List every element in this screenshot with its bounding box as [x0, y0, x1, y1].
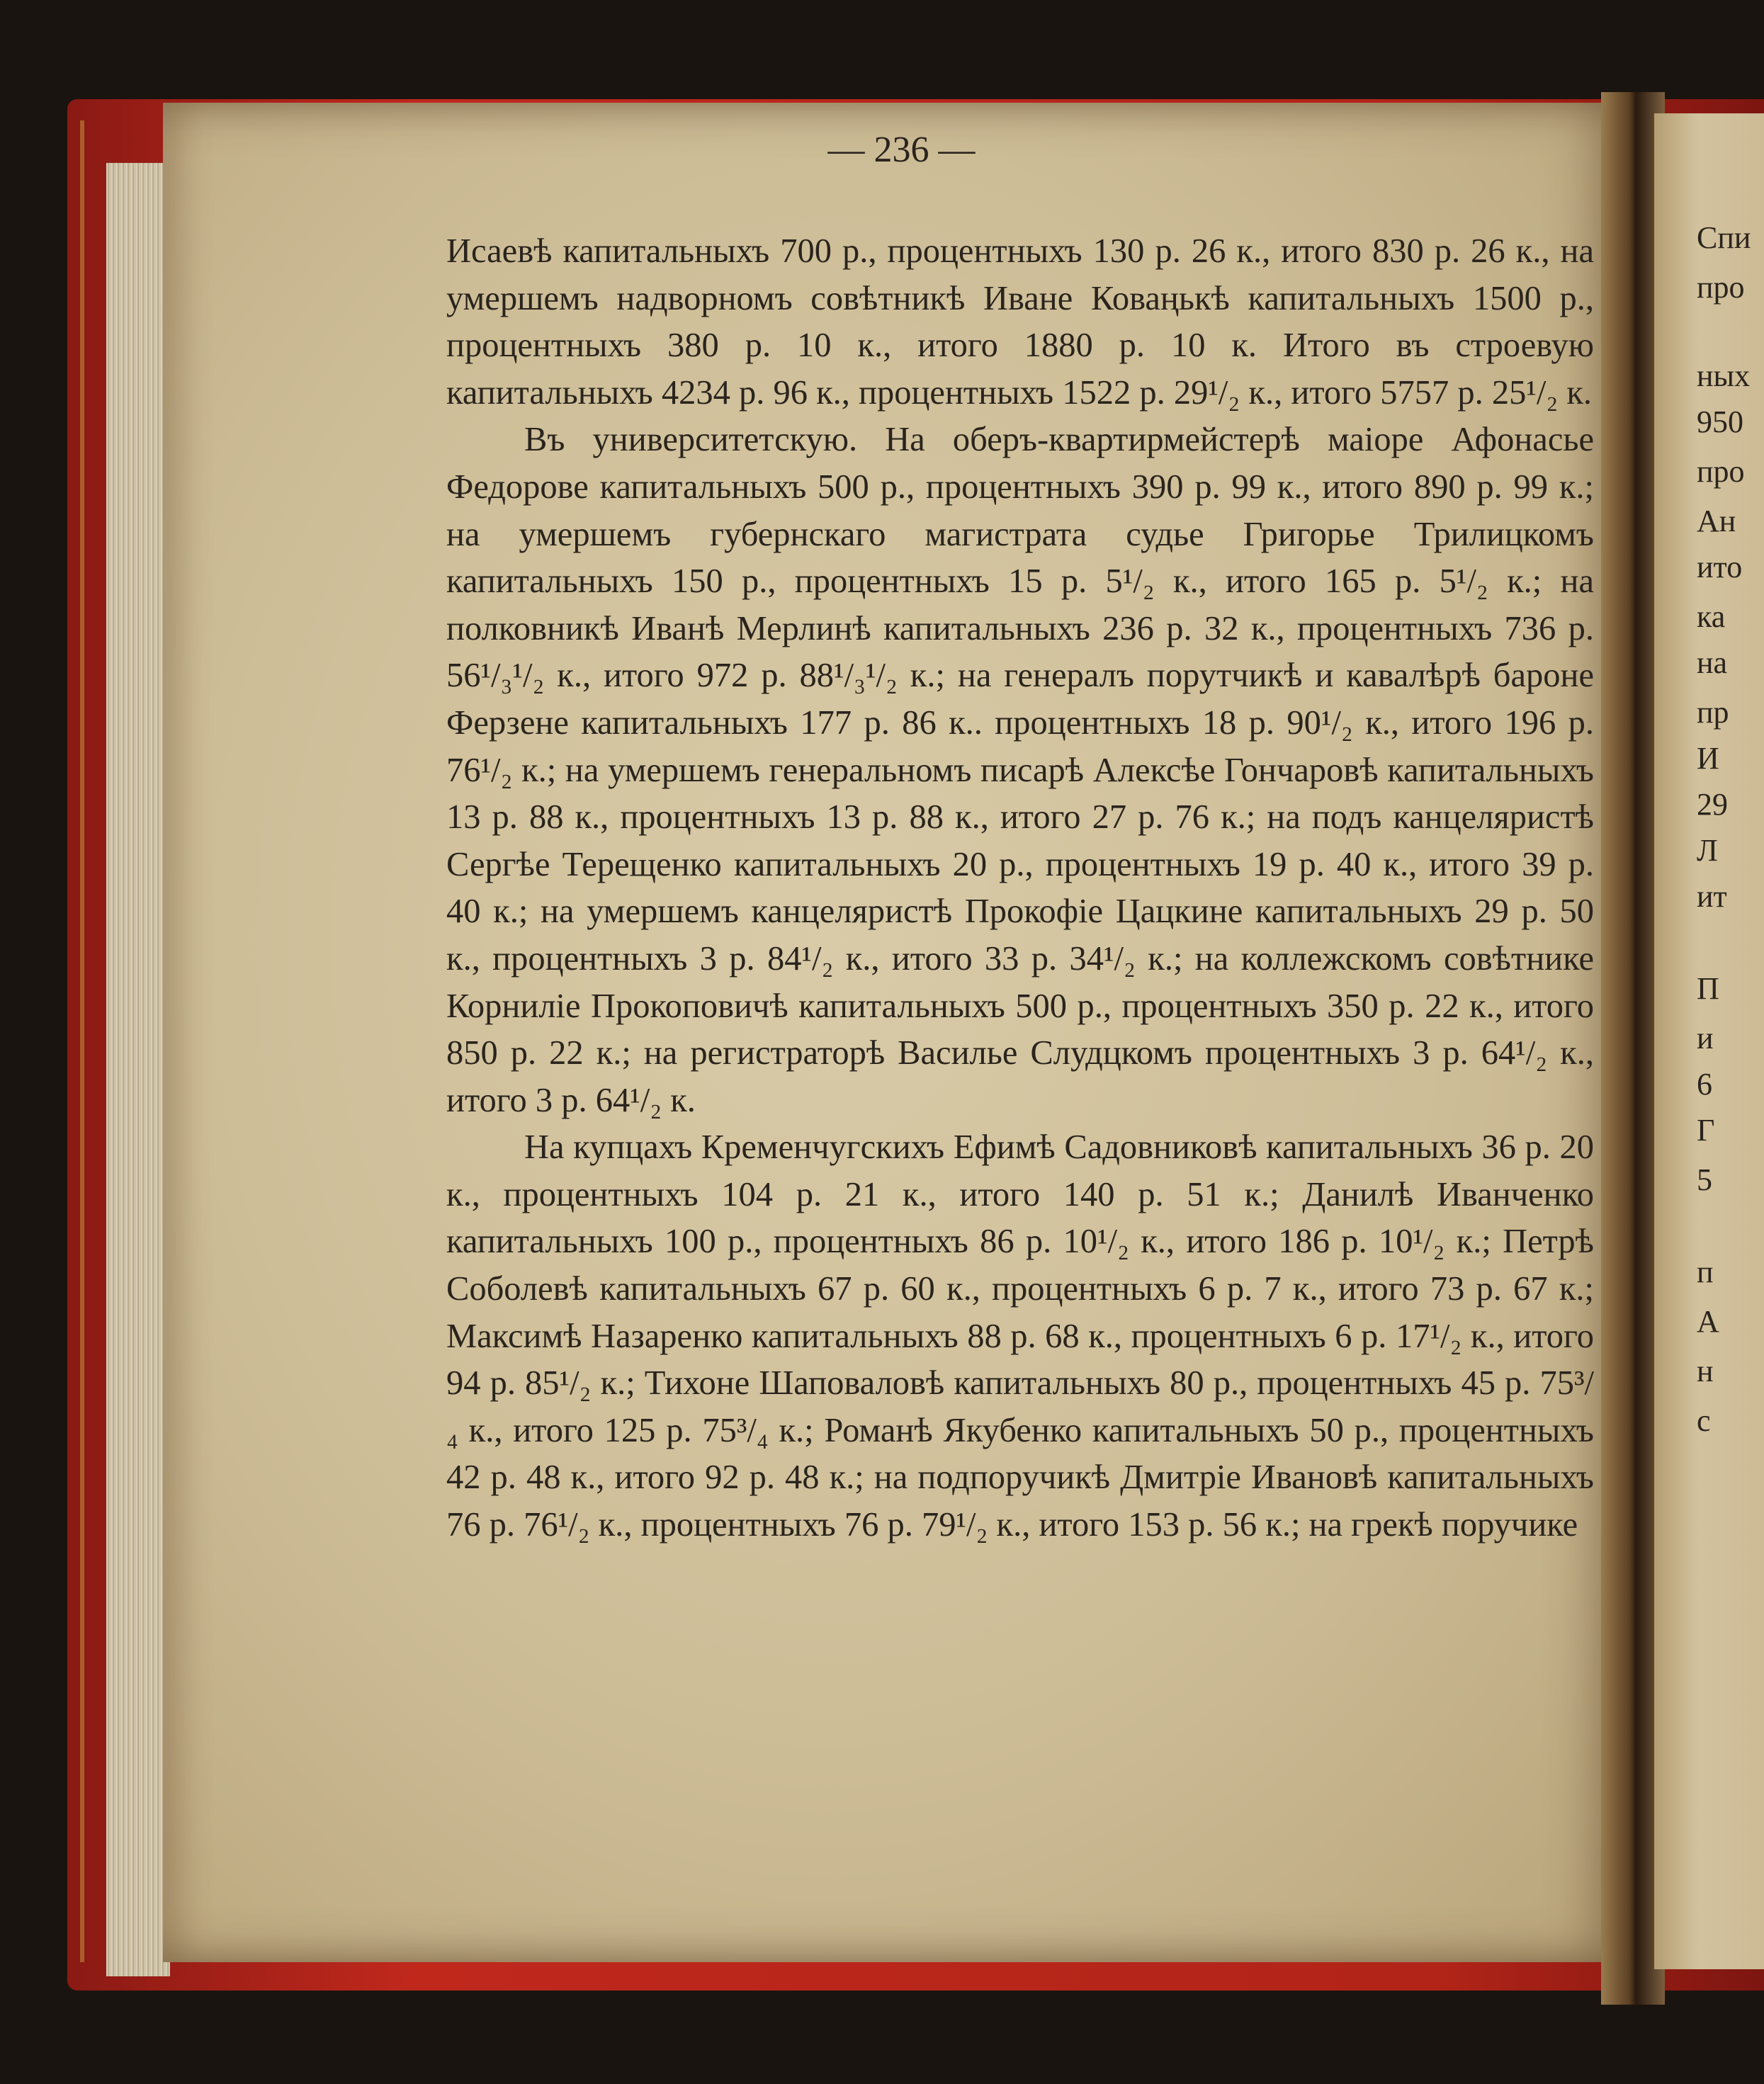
right-fragment: с [1697, 1403, 1711, 1438]
right-fragment: Ан [1697, 504, 1736, 538]
right-fragment: и [1697, 1021, 1714, 1055]
paragraph-3: На купцахъ Кременчугскихъ Ефимѣ Садовниковѣ капитальныхъ 36 р. 20 к., процентныхъ 104 р. 21 к., итого 140 р. 51 к.; Данилѣ Иванченко капитальныхъ 100 р., процентныхъ 86 р. 10¹/₂ к., итого 186 р. 10¹/₂ к.; Петрѣ Соболевѣ капитальныхъ 67 р. 60 к., процентныхъ 6 р. 7 к., итого 73 р. 67 к.; Максимѣ Назаренко капитальныхъ 88 р. 68 к., процентныхъ 6 р. 17¹/₂ к., итого 94 р. 85¹/₂ к.; Тихоне Шаповаловѣ капитальныхъ 80 р., процентныхъ 45 р. 75³/₄ к., итого 125 р. 75³/₄ к.; Романѣ Якубенко капитальныхъ 50 р., процентныхъ 42 р. 48 к., итого 92 р. 48 к.; на подпоручикѣ Дмитріе Ивановѣ капитальныхъ 76 р. 76¹/₂ к., процентныхъ 76 р. 79¹/₂ к., итого 153 р. 56 к.; на грекѣ поручике [446, 1128, 1594, 1544]
right-fragment: Г [1697, 1113, 1715, 1148]
right-fragment: П [1697, 971, 1719, 1006]
right-fragment: И [1697, 741, 1719, 776]
right-fragment: 950 [1697, 404, 1743, 439]
page-body [446, 228, 1594, 1549]
right-fragment: про [1697, 454, 1745, 489]
right-fragment: Спи [1697, 220, 1751, 255]
right-fragment: ка [1697, 599, 1726, 634]
right-fragment: про [1697, 270, 1745, 305]
right-fragment: А [1697, 1304, 1719, 1339]
right-fragment: 5 [1697, 1162, 1712, 1197]
right-fragment: ит [1697, 879, 1727, 914]
page-number: — 236 — [827, 130, 976, 170]
paragraph-2: Въ университетскую. На оберъ-квартирмейстерѣ маіоре Афонасье Федорове капитальныхъ 500 р., процентныхъ 390 р. 99 к., итого 890 р. 99 к.; на умершемъ губернскаго магистрата судье Григорье Трилицкомъ капитальныхъ 150 р., процентныхъ 15 р. 5¹/₂ к., итого 165 р. 5¹/₂ к.; на полковникѣ Иванѣ Мерлинѣ капитальныхъ 236 р. 32 к., процентныхъ 736 р. 56¹/₃¹/₂ к., итого 972 р. 88¹/₃¹/₂ к.; на генералъ порутчикѣ и кавалѣрѣ бароне Ферзене капитальныхъ 177 р. 86 к.. процентныхъ 18 р. 90¹/₂ к., итого 196 р. 76¹/₂ к.; на умершемъ генеральномъ писарѣ Алексѣе Гончаровѣ капитальныхъ 13 р. 88 к., процентныхъ 13 р. 88 к., итого 27 р. 76 к.; на подъ канцеляристѣ Сергѣе Терещенко капитальныхъ 20 р., процентныхъ 19 р. 40 к., итого 39 р. 40 к.; на умершемъ канцеляристѣ Прокофіе Цацкине капитальныхъ 29 р. 50 к., процентныхъ 3 р. 84¹/₂ к., итого 33 р. 34¹/₂ к.; на коллежскомъ совѣтнике Корниліе Прокоповичѣ капитальныхъ 500 р., процентныхъ 350 р. 22 к., итого 850 р. 22 к.; на регистраторѣ Василье Слудцкомъ процентныхъ 3 р. 64¹/₂ к., итого 3 р. 64¹/₂ к. [446, 421, 1594, 1119]
right-fragment: н [1697, 1354, 1714, 1388]
right-fragment: 6 [1697, 1067, 1712, 1102]
cover-gilt-edge [80, 120, 84, 1962]
page-edges [106, 163, 170, 1976]
right-fragment: на [1697, 645, 1728, 680]
paragraph-1: Исаевѣ капитальныхъ 700 р., процентныхъ 130 р. 26 к., итого 830 р. 26 к., на умершемъ надворномъ совѣтникѣ Иване Коваңькѣ капитальныхъ 1500 р., процентныхъ 380 р. 10 к., итого 1880 р. 10 к. Итого въ строевую капитальныхъ 4234 р. 96 к., процентныхъ 1522 р. 29¹/₂ к., итого 5757 р. 25¹/₂ к. [446, 232, 1594, 412]
right-fragment: 29 [1697, 787, 1728, 822]
right-fragment: Л [1697, 833, 1718, 868]
right-fragment: ито [1697, 550, 1743, 584]
right-fragment: ных [1697, 358, 1751, 393]
right-fragment: пр [1697, 695, 1729, 730]
right-fragment: п [1697, 1255, 1714, 1289]
